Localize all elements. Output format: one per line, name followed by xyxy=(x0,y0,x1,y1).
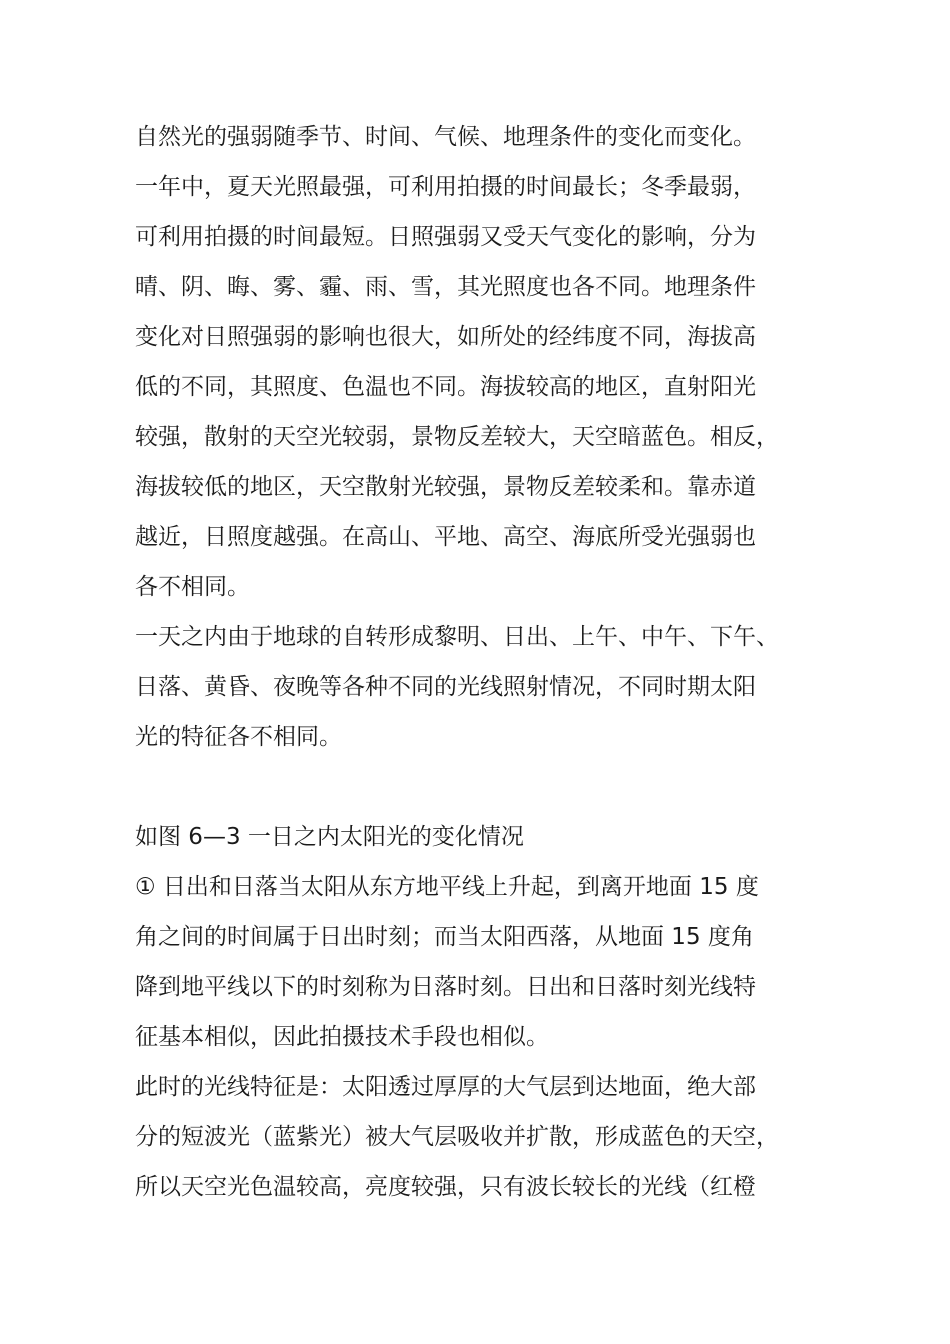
paragraph-light-characteristics xyxy=(135,1062,835,1212)
paragraph-daily-rotation xyxy=(135,612,835,762)
text-line: 分的短波光（蓝紫光）被大气层吸收并扩散，形成蓝色的天空， xyxy=(135,1124,779,1150)
text-line: 日落、黄昏、夜晚等各种不同的光线照射情况，不同时期太阳 xyxy=(135,674,756,700)
paragraph-sunrise-sunset xyxy=(135,862,835,1062)
text-line: 各不相同。 xyxy=(135,574,250,600)
text-line: 变化对日照强弱的影响也很大，如所处的经纬度不同，海拔高 xyxy=(135,324,756,350)
text-line: 自然光的强弱随季节、时间、气候、地理条件的变化而变化。 xyxy=(135,124,756,150)
document-body xyxy=(135,112,835,1212)
text-line: 光的特征各不相同。 xyxy=(135,724,342,750)
text-line: 越近，日照度越强。在高山、平地、高空、海底所受光强弱也 xyxy=(135,524,756,550)
text-line: ① 日出和日落当太阳从东方地平线上升起，到离开地面 15 度 xyxy=(135,874,759,900)
text-line: 此时的光线特征是：太阳透过厚厚的大气层到达地面，绝大部 xyxy=(135,1074,756,1100)
text-line: 征基本相似，因此拍摄技术手段也相似。 xyxy=(135,1024,549,1050)
text-line: 可利用拍摄的时间最短。日照强弱又受天气变化的影响，分为 xyxy=(135,224,756,250)
text-line: 海拔较低的地区，天空散射光较强，景物反差较柔和。靠赤道 xyxy=(135,474,756,500)
text-line: 一年中，夏天光照最强，可利用拍摄的时间最长；冬季最弱， xyxy=(135,174,756,200)
text-line: 降到地平线以下的时刻称为日落时刻。日出和日落时刻光线特 xyxy=(135,974,756,1000)
text-line: 低的不同，其照度、色温也不同。海拔较高的地区，直射阳光 xyxy=(135,374,756,400)
text-line: 角之间的时间属于日出时刻；而当太阳西落，从地面 15 度角 xyxy=(135,924,754,950)
text-line: 晴、阴、晦、雾、霾、雨、雪，其光照度也各不同。地理条件 xyxy=(135,274,756,300)
paragraph-spacer xyxy=(135,762,835,812)
text-line: 较强，散射的天空光较弱，景物反差较大，天空暗蓝色。相反， xyxy=(135,424,779,450)
text-line: 一天之内由于地球的自转形成黎明、日出、上午、中午、下午、 xyxy=(135,624,779,650)
figure-caption: 如图 6—3 一日之内太阳光的变化情况 xyxy=(135,824,524,850)
text-line: 所以天空光色温较高，亮度较强，只有波长较长的光线（红橙 xyxy=(135,1174,756,1200)
paragraph-natural-light xyxy=(135,112,835,612)
